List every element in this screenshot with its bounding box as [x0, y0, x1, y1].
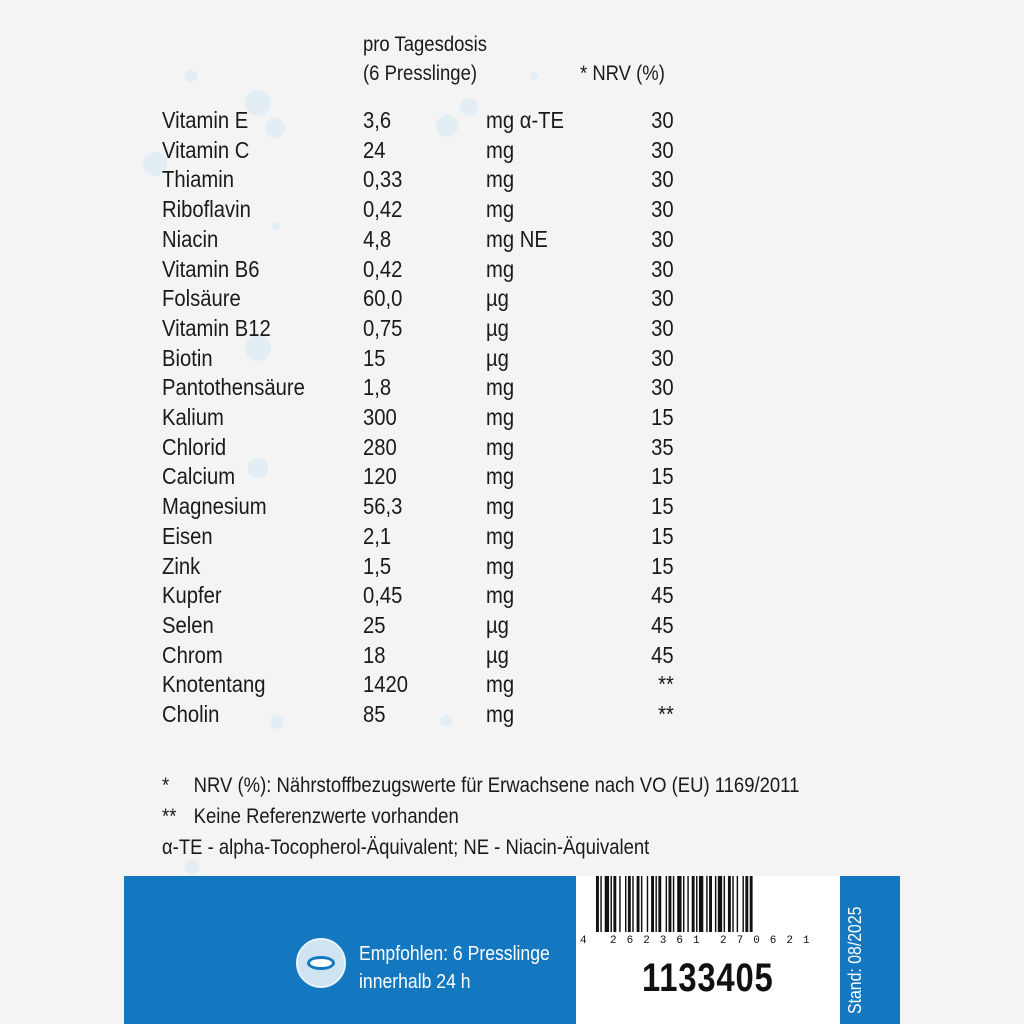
nutrient-unit: mg [486, 255, 515, 282]
nutrient-name: Vitamin B12 [162, 314, 271, 341]
header-amount-line1: pro Tagesdosis [363, 33, 487, 56]
nutrient-row [0, 462, 1024, 492]
nutrient-amount: 300 [363, 404, 397, 430]
nutrient-row [0, 611, 1024, 641]
nutrient-row [0, 403, 1024, 433]
nutrient-unit: µg [486, 611, 509, 638]
nutrient-nrv: 30 [651, 314, 674, 341]
nutrient-row [0, 492, 1024, 522]
nutrient-amount: 18 [363, 641, 386, 668]
nutrient-row [0, 195, 1024, 225]
ean-group-right: 270621 [720, 935, 820, 947]
nutrient-amount: 1,8 [363, 374, 392, 401]
nutrient-row [0, 136, 1024, 166]
nutrient-amount: 120 [363, 463, 397, 490]
stand-date: Stand: 08/2025 [845, 906, 865, 1014]
nutrient-amount: 280 [363, 433, 397, 460]
nutrient-unit: mg NE [486, 225, 548, 252]
nutrient-unit: mg [486, 493, 515, 520]
nutrient-nrv: 15 [651, 404, 674, 430]
footnote-text: Keine Referenzwerte vorhanden [193, 805, 459, 828]
nutrient-unit: µg [486, 344, 509, 371]
nutrient-nrv: 30 [651, 136, 674, 163]
nutrient-nrv: 15 [651, 493, 674, 520]
nutrient-nrv: 30 [651, 344, 674, 371]
nutrient-row [0, 581, 1024, 611]
nutrient-amount: 0,42 [363, 255, 403, 282]
nutrient-row [0, 106, 1024, 136]
nutrient-amount: 2,1 [363, 522, 392, 549]
recommendation-line2: innerhalb 24 h [359, 971, 471, 993]
nutrient-unit: mg α-TE [486, 107, 565, 133]
nutrient-name: Kupfer [162, 582, 222, 609]
nutrient-unit: mg [486, 196, 515, 223]
nutrient-unit: mg [486, 582, 515, 609]
footnote-mark: ** [162, 805, 177, 828]
footnote-abbreviations: α-TE - alpha-Tocopherol-Äquivalent; NE - Niacin-Äquivalent [162, 836, 650, 859]
nutrient-name: Chrom [162, 641, 223, 668]
nutrient-name: Biotin [162, 344, 213, 371]
nutrient-unit: mg [486, 374, 515, 401]
nutrient-row [0, 552, 1024, 582]
nutrient-nrv: ** [658, 671, 674, 698]
nutrient-row [0, 344, 1024, 374]
nutrient-amount: 56,3 [363, 493, 403, 520]
nutrient-name: Zink [162, 552, 201, 579]
nutrient-amount: 0,33 [363, 166, 403, 193]
nutrient-unit: µg [486, 285, 509, 312]
nutrient-row [0, 225, 1024, 255]
nutrient-unit: µg [486, 641, 509, 668]
header-nrv: * NRV (%) [580, 62, 665, 85]
nutrient-amount: 85 [363, 701, 386, 727]
nutrient-nrv: 30 [651, 107, 674, 133]
footnote-mark: * [162, 774, 170, 797]
nutrient-unit: mg [486, 552, 515, 579]
nutrient-name: Riboflavin [162, 196, 251, 223]
nutrient-amount: 4,8 [363, 225, 392, 252]
nutrient-unit: mg [486, 433, 515, 460]
nutrient-name: Vitamin E [162, 107, 249, 133]
nutrient-row [0, 255, 1024, 285]
nutrient-amount: 1420 [363, 671, 409, 698]
nutrient-nrv: 30 [651, 196, 674, 223]
nutrient-nrv: 30 [651, 166, 674, 193]
nutrient-unit: mg [486, 522, 515, 549]
nutrient-name: Knotentang [162, 671, 266, 698]
nutrient-name: Niacin [162, 225, 219, 252]
nutrient-name: Chlorid [162, 433, 227, 460]
nutrient-row [0, 165, 1024, 195]
nutrient-nrv: 30 [651, 255, 674, 282]
barcode-icon [596, 876, 822, 936]
footnote-no-reference [162, 801, 799, 832]
nutrient-amount: 0,75 [363, 314, 403, 341]
header-amount-line2: (6 Presslinge) [363, 62, 478, 85]
nutrient-row [0, 373, 1024, 403]
nutrient-row [0, 314, 1024, 344]
nutrient-nrv: 30 [651, 374, 674, 401]
nutrient-nrv: 15 [651, 552, 674, 579]
nutrient-name: Pantothensäure [162, 374, 305, 401]
nutrient-nrv: 35 [651, 433, 674, 460]
nutrient-amount: 15 [363, 344, 386, 371]
nutrient-unit: mg [486, 136, 515, 163]
nutrient-amount: 1,5 [363, 552, 392, 579]
article-number: 1133405 [642, 956, 774, 1000]
nutrient-name: Selen [162, 611, 214, 638]
nutrient-name: Vitamin C [162, 136, 250, 163]
nutrient-unit: mg [486, 701, 515, 727]
recommendation-line1: Empfohlen: 6 Presslinge [359, 943, 550, 965]
nutrient-unit: mg [486, 166, 515, 193]
nutrient-nrv: ** [658, 701, 674, 727]
nutrient-amount: 3,6 [363, 107, 392, 133]
tablet-icon [296, 938, 346, 988]
nutrient-name: Folsäure [162, 285, 241, 312]
nutrient-nrv: 30 [651, 225, 674, 252]
nutrient-row [0, 284, 1024, 314]
nutrient-unit: mg [486, 404, 515, 430]
footnote-text: NRV (%): Nährstoffbezugswerte für Erwachsene nach VO (EU) 1169/2011 [193, 774, 800, 797]
ean-group-left: 262361 [610, 935, 710, 947]
nutrient-row [0, 641, 1024, 671]
nutrient-nrv: 45 [651, 582, 674, 609]
dosage-recommendation [359, 940, 550, 996]
ean-prefix: 4 [580, 935, 587, 947]
nutrient-nrv: 45 [651, 611, 674, 638]
nutrient-name: Kalium [162, 404, 224, 430]
nutrient-nrv: 45 [651, 641, 674, 668]
nutrient-name: Cholin [162, 701, 220, 727]
nutrient-name: Calcium [162, 463, 236, 490]
footnote-nrv [162, 770, 799, 801]
nutrient-amount: 60,0 [363, 285, 403, 312]
nutrient-name: Thiamin [162, 166, 234, 193]
nutrient-amount: 24 [363, 136, 386, 163]
nutrient-amount: 0,45 [363, 582, 403, 609]
nutrient-amount: 0,42 [363, 196, 403, 223]
nutrient-unit: µg [486, 314, 509, 341]
nutrient-name: Vitamin B6 [162, 255, 260, 282]
nutrient-name: Eisen [162, 522, 213, 549]
nutrient-nrv: 15 [651, 463, 674, 490]
nutrient-row [0, 700, 1024, 730]
nutrient-unit: mg [486, 671, 515, 698]
nutrient-nrv: 30 [651, 285, 674, 312]
nutrient-unit: mg [486, 463, 515, 490]
nutrient-amount: 25 [363, 611, 386, 638]
barcode-panel [576, 876, 840, 1024]
nutrient-row [0, 522, 1024, 552]
nutrient-name: Magnesium [162, 493, 267, 520]
nutrient-row [0, 670, 1024, 700]
nutrient-row [0, 433, 1024, 463]
footnotes [162, 770, 886, 863]
nutrient-nrv: 15 [651, 522, 674, 549]
